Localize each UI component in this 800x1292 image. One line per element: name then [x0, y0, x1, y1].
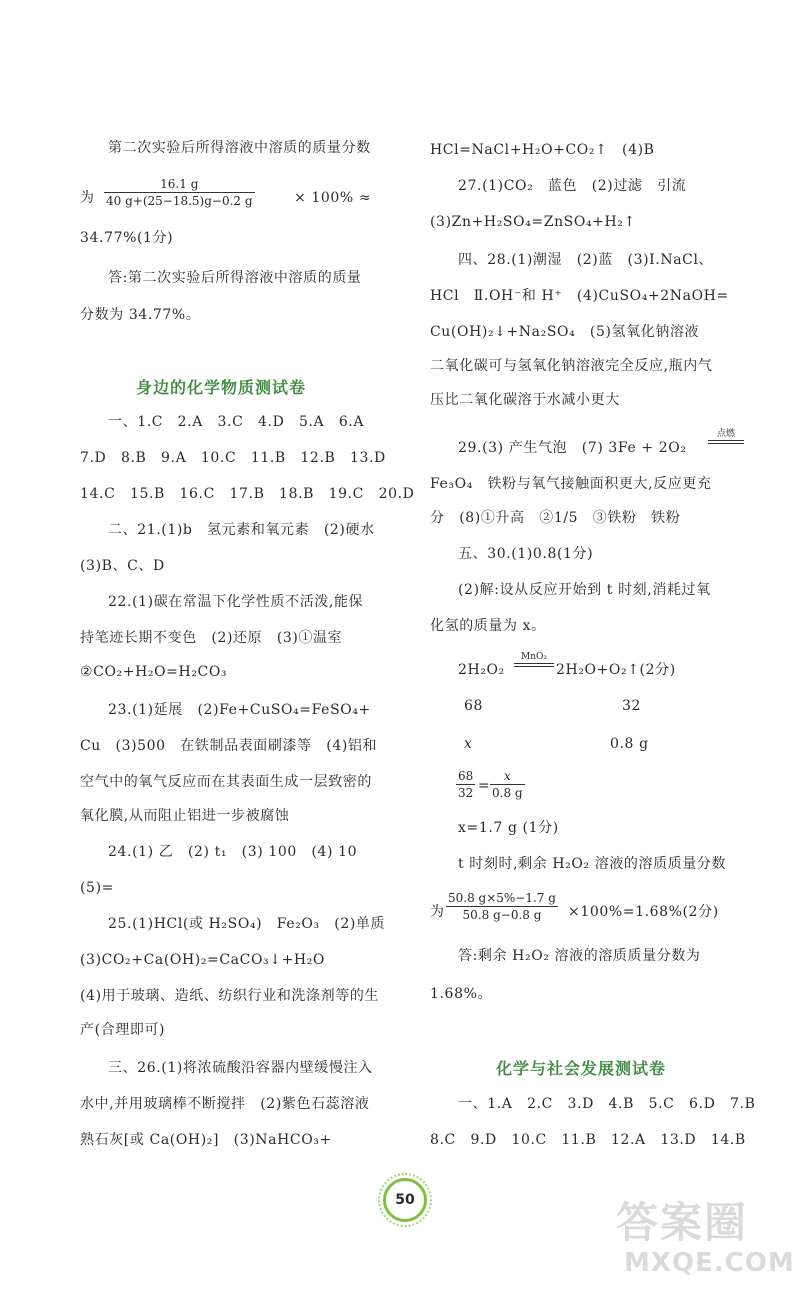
- watermark-logo: [616, 1190, 795, 1285]
- fraction: [490, 768, 525, 801]
- text-line: 为: [430, 904, 445, 920]
- answer-line: 1.68%。: [430, 986, 493, 1002]
- answer-line: 答:剩余 H₂O₂ 溶液的溶质质量分数为: [458, 948, 701, 964]
- condition-label: 点燃: [716, 429, 735, 439]
- answer-line: 水中,并用玻璃棒不断搅拌 (2)紫色石蕊溶液: [80, 1096, 370, 1112]
- answer-line: 7.D 8.B 9.A 10.C 11.B 12.B 13.D: [80, 450, 386, 466]
- answer-line: 14.C 15.B 16.C 17.B 18.B 19.C 20.D: [80, 486, 415, 502]
- text-line: 答:第二次实验后所得溶液中溶质的质量: [108, 270, 362, 286]
- answer-line: ②CO₂+H₂O=H₂CO₃: [80, 664, 228, 680]
- answer-line: 二、21.(1)b 氢元素和氧元素 (2)硬水: [108, 522, 375, 538]
- answer-line: 一、1.A 2.C 3.D 4.B 5.C 6.D 7.B: [458, 1096, 756, 1112]
- equation-left: 2H₂O₂: [458, 662, 505, 678]
- section-title: 身边的化学物质测试卷: [136, 378, 307, 397]
- answer-line: 压比二氧化碳溶于水减小更大: [430, 392, 620, 408]
- text-line: 第二次实验后所得溶液中溶质的质量分数: [108, 140, 371, 156]
- answer-line: 24.(1) 乙 (2) t₁ (3) 100 (4) 10: [108, 844, 358, 860]
- section-title: 化学与社会发展测试卷: [496, 1059, 667, 1078]
- answer-line: (5)=: [80, 880, 114, 896]
- fraction-denominator: 40 g+(25−18.5)g−0.2 g: [106, 194, 253, 208]
- reaction-condition: [514, 652, 554, 667]
- mass-value: 32: [622, 698, 642, 714]
- mass-value: x: [464, 736, 473, 752]
- answer-line: 三、26.(1)将浓硫酸沿容器内壁缓慢注入: [108, 1060, 373, 1076]
- answer-line: 27.(1)CO₂ 蓝色 (2)过滤 引流: [458, 178, 687, 194]
- fraction: [456, 768, 475, 801]
- catalyst-label: MnO₂: [521, 652, 547, 662]
- fraction-numerator: 16.1 g: [104, 176, 255, 193]
- answer-line: Cu(OH)₂↓+Na₂SO₄ (5)氢氧化钠溶液: [430, 324, 700, 340]
- fraction-denominator: 0.8 g: [492, 786, 523, 800]
- answer-line: 分 (8)①升高 ②1/5 ③铁粉 铁粉: [430, 510, 681, 526]
- equation-right: 2H₂O+O₂↑(2分): [556, 662, 676, 678]
- fraction-numerator: 50.8 g×5%−1.7 g: [448, 891, 556, 905]
- answer-line: 持笔迹长期不变色 (2)还原 (3)①温室: [80, 630, 343, 646]
- answer-line: (2)解:设从反应开始到 t 时刻,消耗过氧: [458, 582, 711, 598]
- answer-line: 29.(3) 产生气泡 (7) 3Fe + 2O₂: [458, 440, 687, 456]
- answer-line: (3)CO₂+Ca(OH)₂=CaCO₃↓+H₂O: [80, 952, 325, 968]
- mass-value: 68: [464, 698, 484, 714]
- equals-sign: [514, 663, 554, 667]
- reaction-condition: [708, 426, 744, 444]
- answer-line: 空气中的氧气反应而在其表面生成一层致密的: [80, 774, 372, 790]
- equals-sign: [708, 440, 744, 444]
- equals: =: [478, 778, 491, 794]
- fraction: [104, 176, 255, 209]
- text-line: ×100%=1.68%(2分): [568, 904, 719, 920]
- watermark-text: 答案圈: [616, 1198, 749, 1247]
- fraction-numerator: 68: [458, 769, 474, 783]
- answer-line: HCl Ⅱ.OH⁻和 H⁺ (4)CuSO₄+2NaOH=: [430, 288, 729, 304]
- answer-line: (3)Zn+H₂SO₄=ZnSO₄+H₂↑: [430, 214, 636, 230]
- text-line: 34.77%(1分): [80, 230, 174, 246]
- answer-line: 22.(1)碳在常温下化学性质不活泼,能保: [108, 594, 364, 610]
- text-line: 分数为 34.77%。: [80, 307, 201, 323]
- fraction-denominator: 50.8 g−0.8 g: [462, 908, 542, 922]
- answer-line: HCl=NaCl+H₂O+CO₂↑ (4)B: [430, 142, 655, 158]
- answer-line: 五、30.(1)0.8(1分): [458, 546, 594, 562]
- answer-line: (4)用于玻璃、造纸、纺织行业和洗涤剂等的生: [80, 988, 380, 1004]
- answer-line: 23.(1)延展 (2)Fe+CuSO₄=FeSO₄+: [108, 702, 371, 718]
- answer-line: 氧化膜,从而阻止铝进一步被腐蚀: [80, 808, 290, 824]
- mass-value: 0.8 g: [610, 736, 649, 752]
- answer-line: (3)B、C、D: [80, 558, 165, 574]
- fraction-numerator: x: [490, 768, 525, 785]
- page-number: 50: [395, 1192, 415, 1208]
- text-line: × 100% ≈: [294, 190, 372, 206]
- watermark-url: MXQE.COM: [624, 1248, 795, 1278]
- result-line: x=1.7 g (1分): [458, 820, 559, 836]
- answer-line: 8.C 9.D 10.C 11.B 12.A 13.D 14.B: [430, 1132, 746, 1148]
- text-line: 为: [80, 190, 95, 206]
- answer-line: Fe₃O₄ 铁粉与氧气接触面积更大,反应更充: [430, 476, 712, 492]
- answer-line: 二氧化碳可与氢氧化钠溶液完全反应,瓶内气: [430, 358, 713, 374]
- answer-line: 产(合理即可): [80, 1022, 166, 1038]
- fraction: [446, 890, 558, 923]
- answer-line: 化氢的质量为 x。: [430, 618, 546, 634]
- answer-line: Cu (3)500 在铁制品表面刷漆等 (4)铝和: [80, 738, 378, 754]
- answer-line: 25.(1)HCl(或 H₂SO₄) Fe₂O₃ (2)单质: [108, 916, 386, 932]
- answer-line: t 时刻时,剩余 H₂O₂ 溶液的溶质质量分数: [458, 856, 727, 872]
- page-number-badge: [383, 1178, 427, 1222]
- answer-line: 四、28.(1)潮湿 (2)蓝 (3)Ⅰ.NaCl、: [458, 252, 714, 268]
- answer-line: 一、1.C 2.A 3.C 4.D 5.A 6.A: [108, 414, 365, 430]
- fraction-denominator: 32: [458, 786, 474, 800]
- answer-line: 熟石灰[或 Ca(OH)₂] (3)NaHCO₃+: [80, 1132, 332, 1148]
